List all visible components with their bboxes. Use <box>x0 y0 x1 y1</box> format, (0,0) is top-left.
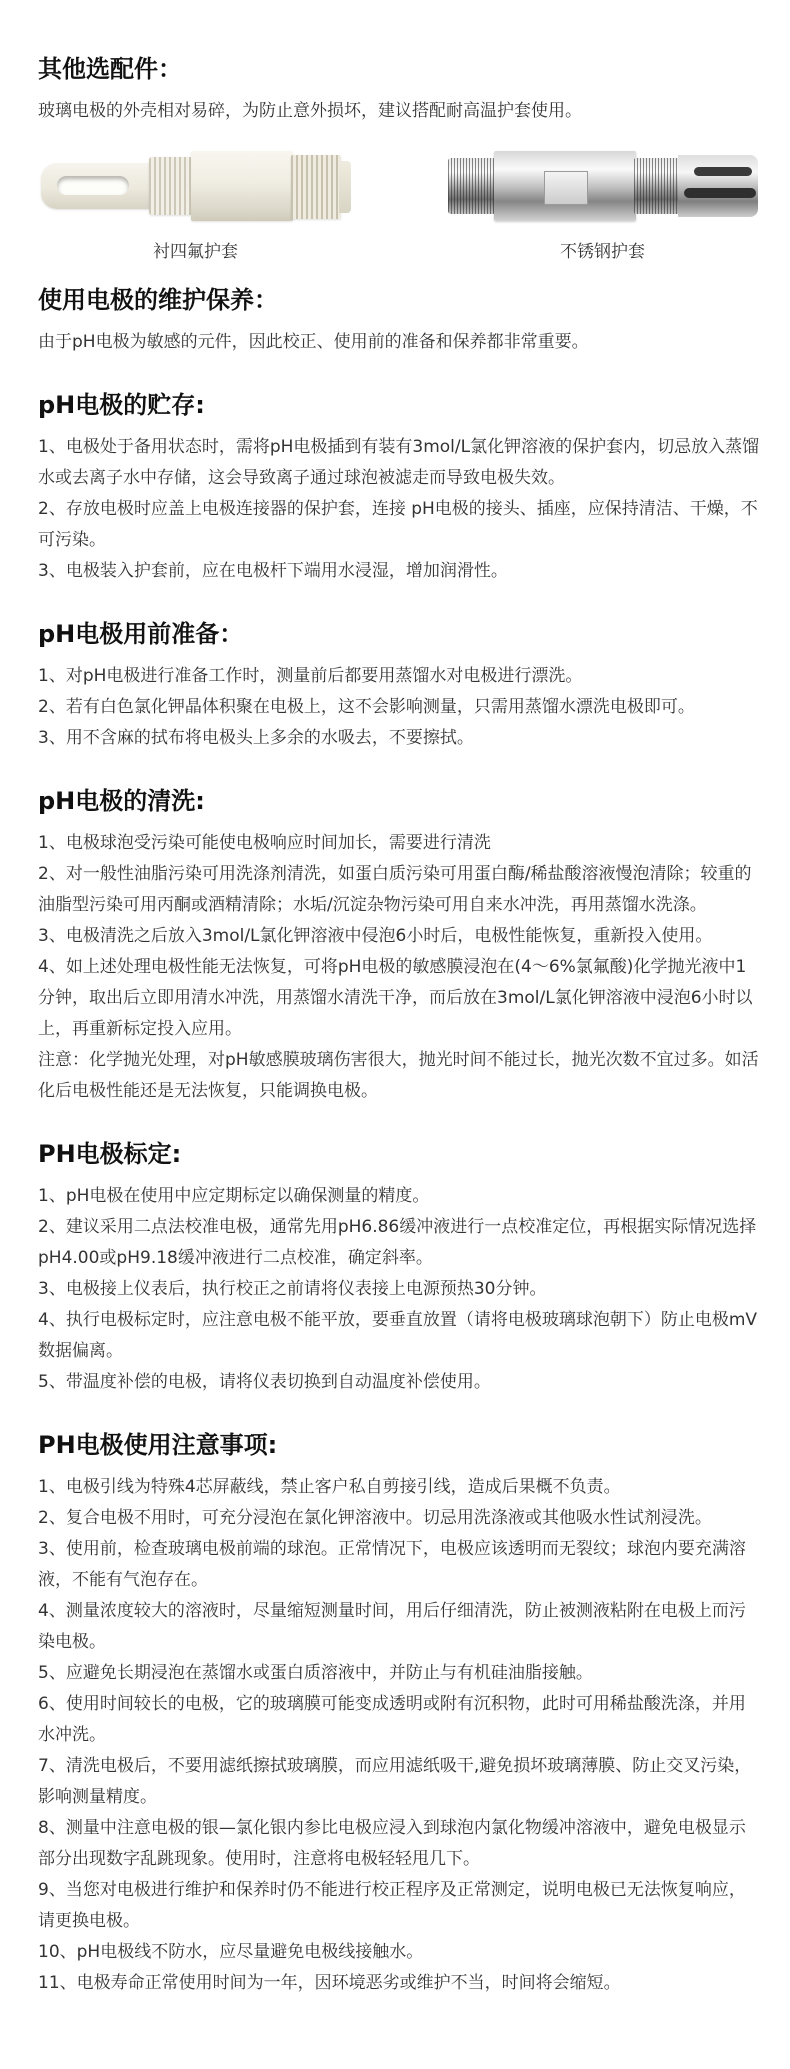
ptfe-sheath-image <box>41 145 351 225</box>
list-item: 4、如上述处理电极性能无法恢复，可将pH电极的敏感膜浸泡在(4～6%氯氟酸)化学抛光液中1分钟，取出后立即用清水冲洗，用蒸馏水清洗干净，而后放在3mol/L氯化钾溶液中浸泡6小时以上，再重新标定投入应用。 <box>38 957 753 1039</box>
ptfe-slot <box>57 176 129 195</box>
list-item: 5、应避免长期浸泡在蒸馏水或蛋白质溶液中，并防止与有机硅油脂接触。 <box>38 1663 593 1683</box>
list-item: 3、用不含麻的拭布将电极头上多余的水吸去，不要擦拭。 <box>38 728 474 748</box>
steel-collet-end <box>678 155 758 217</box>
list-item: 1、电极处于备用状态时，需将pH电极插到有装有3mol/L氯化钾溶液的保护套内，切忌放入蒸馏水或去离子水中存储，这会导致离子通过球泡被滤走而导致电极失效。 <box>38 437 760 488</box>
section-preparation <box>38 617 760 754</box>
section-maintenance-overview <box>38 283 760 358</box>
accessories-intro: 玻璃电极的外壳相对易碎，为防止意外损坏，建议搭配耐高温护套使用。 <box>38 101 582 121</box>
steel-slot-top <box>694 167 752 176</box>
list-item: 10、pH电极线不防水，应尽量避免电极线接触水。 <box>38 1942 424 1962</box>
list-item: 11、电极寿命正常使用时间为一年，因环境恶劣或维护不当，时间将会缩短。 <box>38 1973 621 1993</box>
ptfe-body <box>191 151 293 221</box>
list-item: 2、建议采用二点法校准电极，通常先用pH6.86缓冲液进行一点校准定位，再根据实际情况选择pH4.00或pH9.18缓冲液进行二点校准，确定斜率。 <box>38 1217 757 1268</box>
calibration-heading: PH电极标定: <box>38 1140 182 1168</box>
list-item: 2、对一般性油脂污染可用洗涤剂清洗，如蛋白质污染可用蛋白酶/稀盐酸溶液慢泡清除；较重的油脂型污染可用丙酮或酒精清除；水垢/沉淀杂物污染可用自来水冲洗，再用蒸馏水洗涤。 <box>38 864 752 915</box>
stainless-sheath-caption: 不锈钢护套 <box>560 242 645 262</box>
section-storage <box>38 388 760 587</box>
preparation-heading: pH电极用前准备： <box>38 620 244 648</box>
stainless-sheath-image <box>448 145 758 225</box>
ptfe-sheath-figure <box>38 145 353 267</box>
list-item: 3、电极接上仪表后，执行校正之前请将仪表接上电源预热30分钟。 <box>38 1279 547 1299</box>
accessory-products-row <box>38 145 760 267</box>
list-item: 2、复合电极不用时，可充分浸泡在氯化钾溶液中。切忌用洗涤液或其他吸水性试剂浸洗。 <box>38 1508 712 1528</box>
list-item: 1、电极引线为特殊4芯屏蔽线，禁止客户私自剪接引线，造成后果概不负责。 <box>38 1477 621 1497</box>
steel-thread-left <box>448 158 496 214</box>
section-cleaning <box>38 784 760 1107</box>
list-item: 6、使用时间较长的电极，它的玻璃膜可能变成透明或附有沉积物，此时可用稀盐酸洗涤，并用水冲洗。 <box>38 1694 746 1745</box>
ptfe-thread-collar <box>149 157 193 215</box>
list-item: 5、带温度补偿的电极，请将仪表切换到自动温度补偿使用。 <box>38 1372 491 1392</box>
steel-thread-right <box>634 158 680 214</box>
steel-square-tab <box>544 171 588 205</box>
usage-notes-heading: PH电极使用注意事项: <box>38 1431 278 1459</box>
storage-heading: pH电极的贮存: <box>38 391 205 419</box>
list-item: 3、电极装入护套前，应在电极杆下端用水浸湿，增加润滑性。 <box>38 561 508 581</box>
ptfe-sheath-caption: 衬四氟护套 <box>153 242 238 262</box>
list-item: 1、电极球泡受污染可能使电极响应时间加长，需要进行清洗 <box>38 833 491 853</box>
section-usage-notes <box>38 1428 760 1999</box>
steel-slot-bottom <box>684 188 756 198</box>
list-item: 3、使用前，检查玻璃电极前端的球泡。正常情况下，电极应该透明而无裂纹；球泡内要充满溶液，不能有气泡存在。 <box>38 1539 746 1590</box>
steel-body <box>494 151 636 221</box>
list-item: 4、执行电极标定时，应注意电极不能平放，要垂直放置（请将电极玻璃球泡朝下）防止电极mV数据偏离。 <box>38 1310 758 1361</box>
list-item: 2、存放电极时应盖上电极连接器的保护套，连接 pH电极的接头、插座，应保持清洁、干燥，不可污染。 <box>38 499 758 550</box>
list-item: 2、若有白色氯化钾晶体积聚在电极上，这不会影响测量，只需用蒸馏水漂洗电极即可。 <box>38 697 695 717</box>
list-item: 1、对pH电极进行准备工作时，测量前后都要用蒸馏水对电极进行漂洗。 <box>38 666 583 686</box>
section-calibration <box>38 1137 760 1398</box>
list-item: 1、pH电极在使用中应定期标定以确保测量的精度。 <box>38 1186 430 1206</box>
maintenance-intro: 由于pH电极为敏感的元件，因此校正、使用前的准备和保养都非常重要。 <box>38 332 589 352</box>
accessories-heading: 其他选配件： <box>38 55 182 83</box>
ptfe-tip <box>41 163 151 209</box>
list-item: 8、测量中注意电极的银—氯化银内参比电极应浸入到球泡内氯化物缓冲溶液中，避免电极显示部分出现数字乱跳现象。使用时，注意将电极轻轻甩几下。 <box>38 1818 746 1869</box>
section-accessories <box>38 52 760 267</box>
cleaning-heading: pH电极的清洗: <box>38 787 205 815</box>
list-item: 3、电极清洗之后放入3mol/L氯化钾溶液中侵泡6小时后，电极性能恢复，重新投入使用。 <box>38 926 713 946</box>
ptfe-end-tip <box>339 161 351 213</box>
list-item-note: 注意：化学抛光处理，对pH敏感膜玻璃伤害很大，抛光时间不能过长，抛光次数不宜过多。如活化后电极性能还是无法恢复，只能调换电极。 <box>38 1050 759 1101</box>
list-item: 7、清洗电极后，不要用滤纸擦拭玻璃膜，而应用滤纸吸干,避免损坏玻璃薄膜、防止交叉污染，影响测量精度。 <box>38 1756 752 1807</box>
list-item: 9、当您对电极进行维护和保养时仍不能进行校正程序及正常测定，说明电极已无法恢复响应，请更换电极。 <box>38 1880 746 1931</box>
list-item: 4、测量浓度较大的溶液时，尽量缩短测量时间，用后仔细清洗，防止被测液粘附在电极上而污染电极。 <box>38 1601 746 1652</box>
stainless-sheath-figure <box>445 145 760 267</box>
ptfe-thread-end <box>291 155 341 219</box>
maintenance-heading: 使用电极的维护保养： <box>38 286 278 314</box>
